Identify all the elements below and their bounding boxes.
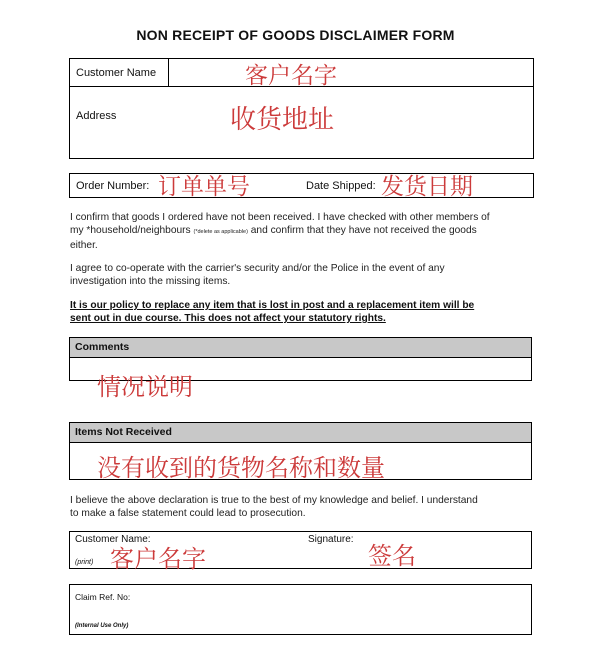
cooperate-paragraph bbox=[70, 262, 540, 288]
print-label: (print) bbox=[75, 559, 94, 566]
table-column-divider bbox=[168, 59, 169, 86]
address-label: Address bbox=[76, 110, 117, 122]
date-shipped-label: Date Shipped: bbox=[306, 180, 376, 192]
signature-field[interactable]: 签名 bbox=[368, 542, 416, 570]
items-not-received-label: Items Not Received bbox=[75, 426, 172, 438]
form-title: NON RECEIPT OF GOODS DISCLAIMER FORM bbox=[136, 27, 455, 43]
customer-table bbox=[69, 58, 534, 159]
items-not-received-field[interactable]: 没有收到的货物名称和数量 bbox=[97, 454, 385, 482]
confirm-paragraph bbox=[70, 211, 540, 252]
confirm-line bbox=[70, 224, 540, 239]
address-field[interactable]: 收货地址 bbox=[230, 105, 335, 135]
signature-customer-name-field[interactable]: 客户名字 bbox=[110, 545, 206, 573]
customer-name-field[interactable]: 客户名字 bbox=[245, 63, 337, 89]
customer-name-label: Customer Name bbox=[76, 67, 157, 79]
items-not-received-header bbox=[70, 423, 531, 443]
internal-use-label: (Internal Use Only) bbox=[75, 623, 129, 629]
cooperate-line: I agree to co-operate with the carrier's security and/or the Police in the event of any bbox=[70, 263, 445, 274]
comments-field[interactable]: 情况说明 bbox=[97, 373, 193, 401]
comments-header bbox=[70, 338, 531, 358]
comments-header-label: Comments bbox=[75, 341, 130, 353]
delete-note: (*delete as applicable) bbox=[193, 229, 248, 235]
claim-ref-label: Claim Ref. No: bbox=[75, 592, 131, 602]
declaration-line: I believe the above declaration is true to the best of my knowledge and belief. I understand bbox=[70, 495, 478, 506]
signature-label: Signature: bbox=[308, 534, 354, 545]
policy-line: sent out in due course. This does not affect your statutory rights. bbox=[70, 313, 386, 324]
policy-paragraph bbox=[70, 299, 545, 325]
confirm-text: and confirm that they have not received the goods bbox=[250, 225, 477, 236]
signature-customer-name-label: Customer Name: bbox=[75, 534, 151, 545]
declaration-paragraph bbox=[70, 494, 545, 520]
order-box bbox=[69, 173, 534, 198]
order-number-field[interactable]: 订单单号 bbox=[158, 174, 250, 200]
confirm-line: I confirm that goods I ordered have not been received. I have checked with other members of bbox=[70, 212, 490, 223]
order-number-label: Order Number: bbox=[76, 180, 150, 192]
signature-box bbox=[69, 531, 532, 573]
policy-line: It is our policy to replace any item that is lost in post and a replacement item will be bbox=[70, 300, 475, 311]
confirm-line: either. bbox=[70, 240, 98, 251]
household-text: my *household/neighbours bbox=[70, 225, 191, 236]
declaration-line: to make a false statement could lead to prosecution. bbox=[70, 508, 306, 519]
items-not-received-box bbox=[69, 422, 532, 480]
cooperate-line: investigation into the missing items. bbox=[70, 276, 231, 287]
claim-box bbox=[69, 584, 532, 635]
comments-box bbox=[69, 337, 532, 401]
date-shipped-field[interactable]: 发货日期 bbox=[381, 174, 473, 200]
